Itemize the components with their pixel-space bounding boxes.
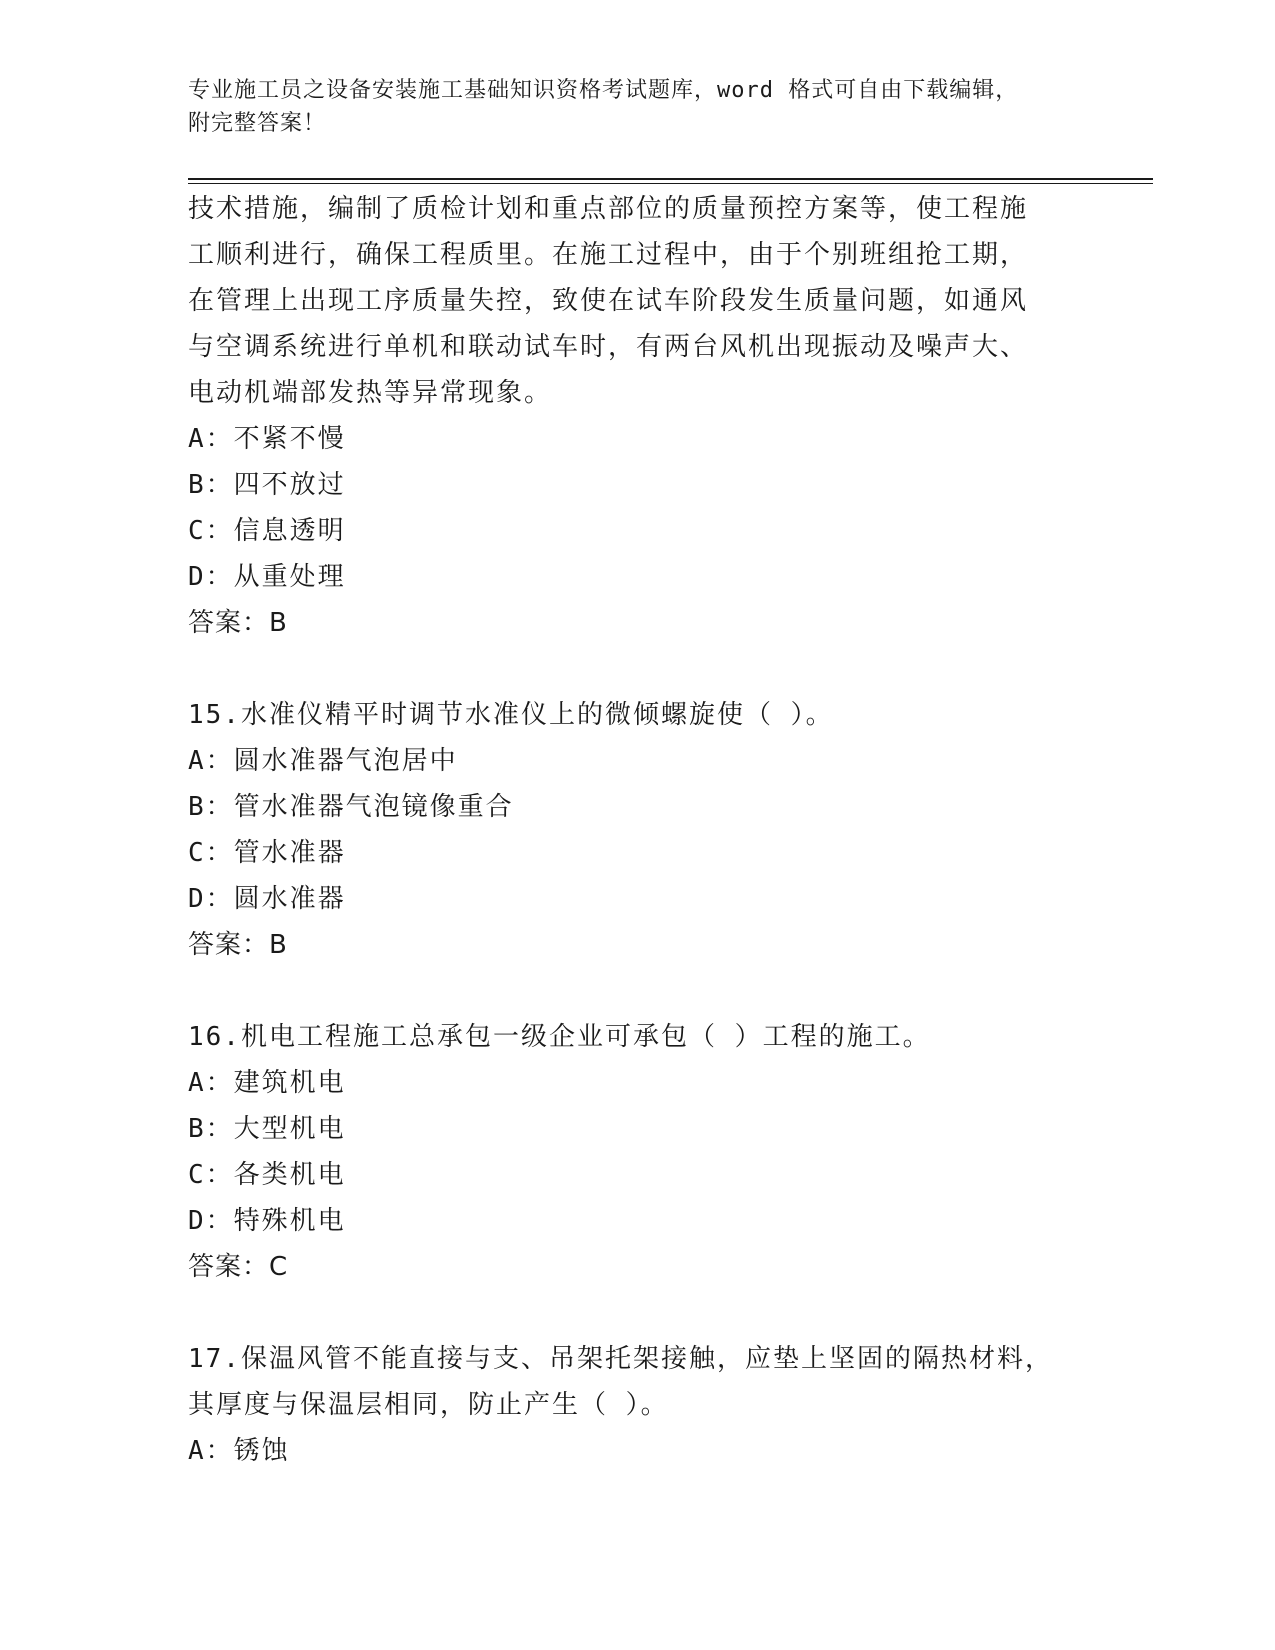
question-stem-line: 在管理上出现工序质量失控，致使在试车阶段发生质量问题，如通风 <box>188 286 1029 316</box>
option-b: B：大型机电 <box>188 1114 346 1144</box>
header-title-line-2: 附完整答案！ <box>188 111 327 136</box>
option-b: B：四不放过 <box>188 470 346 500</box>
option-a: A：建筑机电 <box>188 1068 346 1098</box>
question-17 <box>188 1336 1088 1474</box>
question-14-continuation <box>188 186 1088 646</box>
option-c: C：管水准器 <box>188 838 346 868</box>
option-c: C：各类机电 <box>188 1160 346 1190</box>
question-stem-line: 技术措施，编制了质检计划和重点部位的质量预控方案等，使工程施 <box>188 194 1029 224</box>
option-c: C：信息透明 <box>188 516 346 546</box>
question-stem-line: 电动机端部发热等异常现象。 <box>188 378 553 408</box>
question-spacer <box>188 968 1088 1014</box>
answer-line: 答案：B <box>188 930 288 960</box>
header-divider-thin <box>188 183 1153 184</box>
document-header <box>188 74 1068 140</box>
option-d: D：特殊机电 <box>188 1206 346 1236</box>
option-b: B：管水准器气泡镜像重合 <box>188 792 514 822</box>
option-a: A：不紧不慢 <box>188 424 346 454</box>
question-stem-line: 其厚度与保温层相同，防止产生（ ）。 <box>188 1390 669 1420</box>
question-stem: 15.水准仪精平时调节水准仪上的微倾螺旋使（ ）。 <box>188 700 834 730</box>
option-a: A：锈蚀 <box>188 1436 290 1466</box>
question-stem: 16.机电工程施工总承包一级企业可承包（ ）工程的施工。 <box>188 1022 931 1052</box>
answer-line: 答案：B <box>188 608 288 638</box>
option-d: D：从重处理 <box>188 562 346 592</box>
option-a: A：圆水准器气泡居中 <box>188 746 458 776</box>
header-title-line-1: 专业施工员之设备安装施工基础知识资格考试题库，word 格式可自由下载编辑， <box>188 78 1019 103</box>
question-stem-line: 与空调系统进行单机和联动试车时，有两台风机出现振动及噪声大、 <box>188 332 1029 362</box>
option-d: D：圆水准器 <box>188 884 346 914</box>
document-body <box>188 186 1088 1474</box>
question-spacer <box>188 1290 1088 1336</box>
question-16 <box>188 1014 1088 1290</box>
header-divider-thick <box>188 178 1153 180</box>
question-spacer <box>188 646 1088 692</box>
question-stem-line: 工顺利进行，确保工程质里。在施工过程中，由于个别班组抢工期， <box>188 240 1029 270</box>
question-stem-line: 17.保温风管不能直接与支、吊架托架接触，应垫上坚固的隔热材料， <box>188 1344 1053 1374</box>
answer-line: 答案：C <box>188 1252 289 1282</box>
question-15 <box>188 692 1088 968</box>
